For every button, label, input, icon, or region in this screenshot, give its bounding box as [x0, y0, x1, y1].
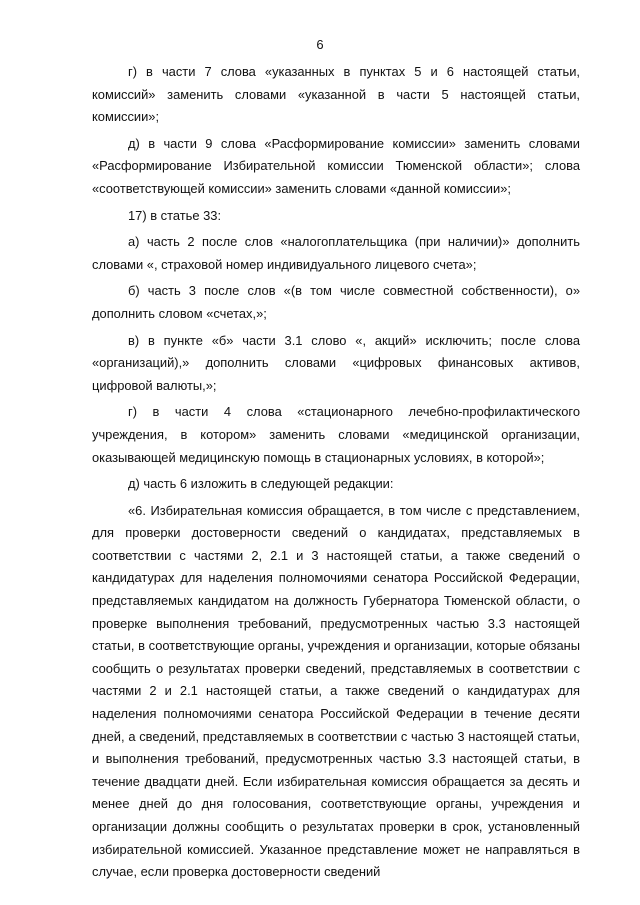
paragraph-article-33-item-a: а) часть 2 после слов «налогоплательщика (при наличии)» дополнить словами «, страховой номер индивидуального лицевого счета»;: [92, 234, 580, 272]
paragraph-amend-part-7: г) в части 7 слова «указанных в пунктах 5 и 6 настоящей статьи, комиссий» заменить словами «указанной в части 5 настоящей статьи, комиссии»;: [92, 64, 580, 125]
paragraph-article-33-heading: 17) в статье 33:: [128, 207, 222, 223]
paragraph-article-33-item-d: д) часть 6 изложить в следующей редакции:: [128, 476, 394, 492]
paragraph-amend-part-9: д) в части 9 слова «Расформирование комиссии» заменить словами «Расформирование Избирательной комиссии Тюменской области»; слова «соответствующей комиссии» заменить словами «данной комиссии»;: [92, 135, 580, 196]
document-body: [92, 61, 580, 884]
paragraph-article-33-item-b: б) часть 3 после слов «(в том числе совместной собственности), о» дополнить словом «счетах,»;: [92, 283, 580, 321]
paragraph-part-6-text: «6. Избирательная комиссия обращается, в том числе с представлением, для проверки достоверности сведений о кандидатах, представляемых в соответствии с частями 2, 2.1 и 3 настоящей статьи, а также сведений о кандидатурах для наделения полномочиями сенатора Российской Федерации, представляемых кандидатом на должность Губернатора Тюменской области, о проверке выполнения требований, предусмотренных частью 3.3 настоящей статьи, в соответствующие органы, учреждения и организации, которые обязаны сообщить о результатах проверки сведений, представляемых в соответствии с частями 2 и 2.1 настоящей статьи, а также сведений о кандидатурах для наделения полномочиями сенатора Российской Федерации в течение десяти дней, а сведений, представляемых в соответствии с частью 3 настоящей статьи, и выполнения требований, предусмотренных частью 3.3 настоящей статьи, в течение двадцати дней. Если избирательная комиссия обращается за десять и менее дней до дня голосования, соответствующие органы, учреждения и организации должны сообщить о результатах проверки в срок, установленный избирательной комиссией. Указанное представление может не направляться в случае, если проверка достоверности сведений: [92, 502, 580, 880]
paragraph-article-33-item-v: в) в пункте «б» части 3.1 слово «, акций» исключить; после слова «организаций),» дополнить словами «цифровых финансовых активов, цифровой валюты,»;: [92, 332, 580, 393]
page-number: 6: [316, 37, 324, 52]
paragraph-article-33-item-g: г) в части 4 слова «стационарного лечебно-профилактического учреждения, в котором» заменить словами «медицинской организации, оказывающей медицинскую помощь в стационарных условиях, в которой»;: [92, 404, 580, 465]
